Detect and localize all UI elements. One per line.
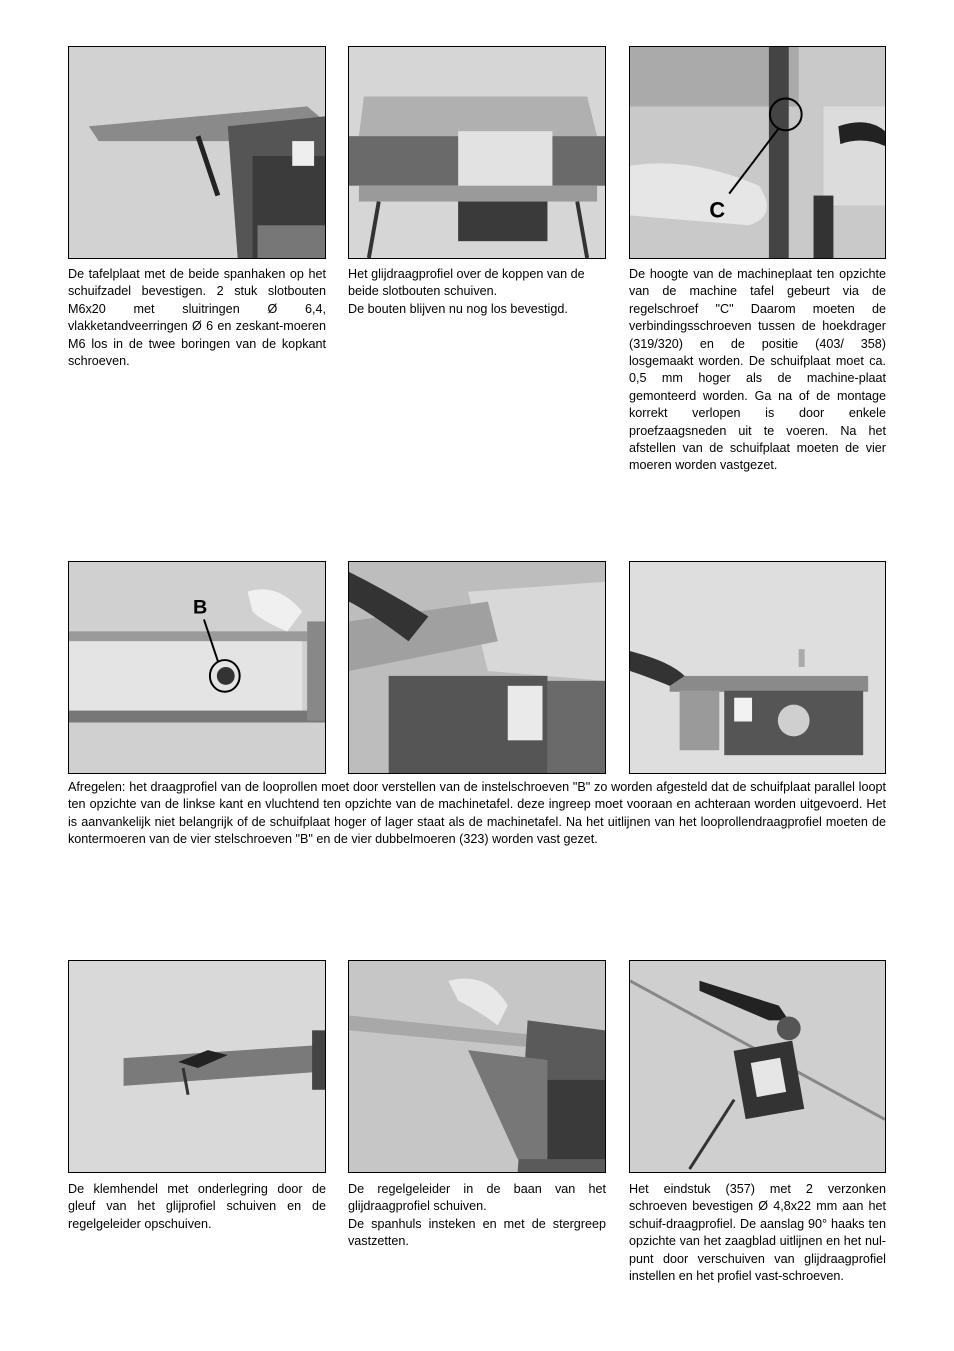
caption-clamp-lever: De klemhendel met onderlegring door de gleuf van het glijprofiel schuiven en de regelgeleider opschuiven. <box>68 1182 326 1231</box>
photo-runner-profile <box>348 561 606 774</box>
photo-machine-side <box>629 561 886 774</box>
photo-clamp-lever <box>68 960 326 1173</box>
caption-guide-rail <box>348 1181 606 1251</box>
label-c: C <box>709 197 726 223</box>
photo-adjust-screw-c <box>629 46 886 259</box>
caption-sliding-profile-line1: Het glijdraagprofiel over de koppen van de beide slotbouten schuiven. <box>348 267 585 299</box>
caption-guide-rail-line2: De spanhuls insteken en met de stergreep vastzetten. <box>348 1216 606 1249</box>
photo-table-extension <box>68 46 326 259</box>
photo-adjust-screw-b <box>68 561 326 774</box>
photo-guide-rail <box>348 960 606 1173</box>
label-b: B <box>193 596 208 619</box>
caption-adjust-screw-c: De hoogte van de machineplaat ten opzichte van de machine tafel gebeurt via de regelschroef "C" Daarom moeten de verbindingsschroeven tussen de hoekdrager (319/320) en de positie (403/ 358) losgemaakt worden. De schuifplaat moet ca. 0,5 mm hoger als de machine-plaat gemonteerd worden. Ga na of de montage korrekt verlopen is door enkele proefzaagsneden uit te voeren. Na het afstellen van de schuifplaat moeten de vier moeren worden vastgezet. <box>629 267 886 473</box>
caption-sliding-profile <box>348 266 606 318</box>
caption-table-extension: De tafelplaat met de beide spanhaken op het schuifzadel bevestigen. 2 stuk slotbouten M6x20 met sluitringen Ø 6,4, vlakketandveerringen Ø 6 en zeskant-moeren M6 los in de twee boringen van de kopkant schroeven. <box>68 267 326 369</box>
caption-guide-rail-line1: De regelgeleider in de baan van het glijdraagprofiel schuiven. <box>348 1182 606 1214</box>
caption-adjustment: Afregelen: het draagprofiel van de looprollen moet door verstellen van de instelschroeven "B" zo worden afgesteld dat de schuifplaat parallel loopt ten opzichte van de linkse kant en vluchtend ten opzichte van de machinetafel. deze ingreep moet vooraan en achteraan worden uitgevoerd. Het is aanvankelijk niet belangrijk of de schuifplaat hoger of lager staat als de machinetafel. Na het uitlijnen van het looprollendraagprofiel moeten de kontermoeren van de vier stelschroeven "B" en de vier dubbelmoeren (323) worden vast gezet. <box>68 780 886 847</box>
caption-end-piece: Het eindstuk (357) met 2 verzonken schroeven bevestigen Ø 4,8x22 mm aan het schuif-draagprofiel. De aanslag 90° haaks ten opzichte van het zaagblad uitlijnen en het nul-punt door verschuiven van glijdraagprofiel instellen en het profiel vast-schroeven. <box>629 1182 886 1284</box>
photo-sliding-profile <box>348 46 606 259</box>
photo-end-piece <box>629 960 886 1173</box>
caption-sliding-profile-line2: De bouten blijven nu nog los bevestigd. <box>348 301 568 316</box>
